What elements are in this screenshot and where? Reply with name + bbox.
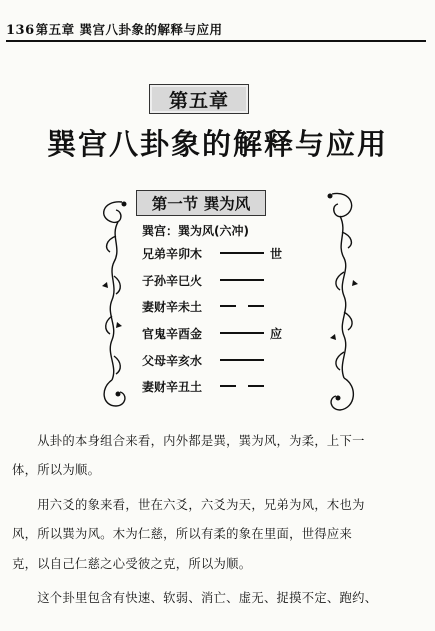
yao-label: 官鬼辛酉金 bbox=[142, 326, 203, 341]
yang-line bbox=[220, 359, 264, 361]
yin-line bbox=[220, 385, 264, 387]
yao-label: 妻财辛未土 bbox=[142, 299, 203, 314]
right-ornament bbox=[318, 188, 368, 420]
left-ornament bbox=[92, 196, 134, 414]
yao-line-2 bbox=[142, 351, 270, 369]
yang-line bbox=[220, 332, 264, 334]
body-line: 体，所以为顺。 bbox=[12, 463, 101, 477]
yao-line-4 bbox=[142, 297, 270, 315]
palace-line: 巽宫：巽为风(六冲) bbox=[142, 224, 249, 238]
yao-label: 父母辛亥水 bbox=[142, 353, 203, 368]
section-label: 第一节 巽为风 bbox=[136, 190, 266, 216]
body-line: 这个卦里包含有快速、软弱、消亡、虚无、捉摸不定、跑约、 bbox=[12, 591, 378, 605]
header-title: 巽宫八卦象的解释与应用 bbox=[79, 22, 223, 37]
yao-label: 妻财辛丑土 bbox=[142, 379, 203, 394]
yao-label: 兄弟辛卯木 bbox=[142, 246, 203, 261]
body-line: 风，所以巽为风。木为仁慈，所以有柔的象在里面，世得应来 bbox=[12, 527, 353, 541]
yang-line bbox=[220, 279, 264, 281]
running-header bbox=[6, 20, 426, 42]
yin-line bbox=[220, 305, 264, 307]
yang-line bbox=[220, 252, 264, 254]
yao-label: 子孙辛巳火 bbox=[142, 273, 203, 288]
yao-mark: 世 bbox=[270, 246, 283, 261]
yao-line-6 bbox=[142, 244, 282, 262]
yao-line-3 bbox=[142, 324, 282, 342]
body-line: 从卦的本身组合来看，内外都是巽，巽为风，为柔，上下一 bbox=[12, 434, 365, 448]
body-line: 用六爻的象来看，世在六爻，六爻为天，兄弟为风，木也为 bbox=[12, 498, 365, 512]
chapter-title: 巽宫八卦象的解释与应用 bbox=[46, 127, 388, 161]
chapter-label: 第五章 bbox=[149, 84, 249, 114]
page-number: 136 bbox=[6, 23, 35, 38]
yao-line-1 bbox=[142, 377, 270, 395]
yao-line-5 bbox=[142, 271, 270, 289]
yao-mark: 应 bbox=[270, 326, 283, 341]
header-chapter: 第五章 bbox=[35, 22, 75, 37]
body-line: 克，以自己仁慈之心受彼之克，所以为顺。 bbox=[12, 557, 252, 571]
